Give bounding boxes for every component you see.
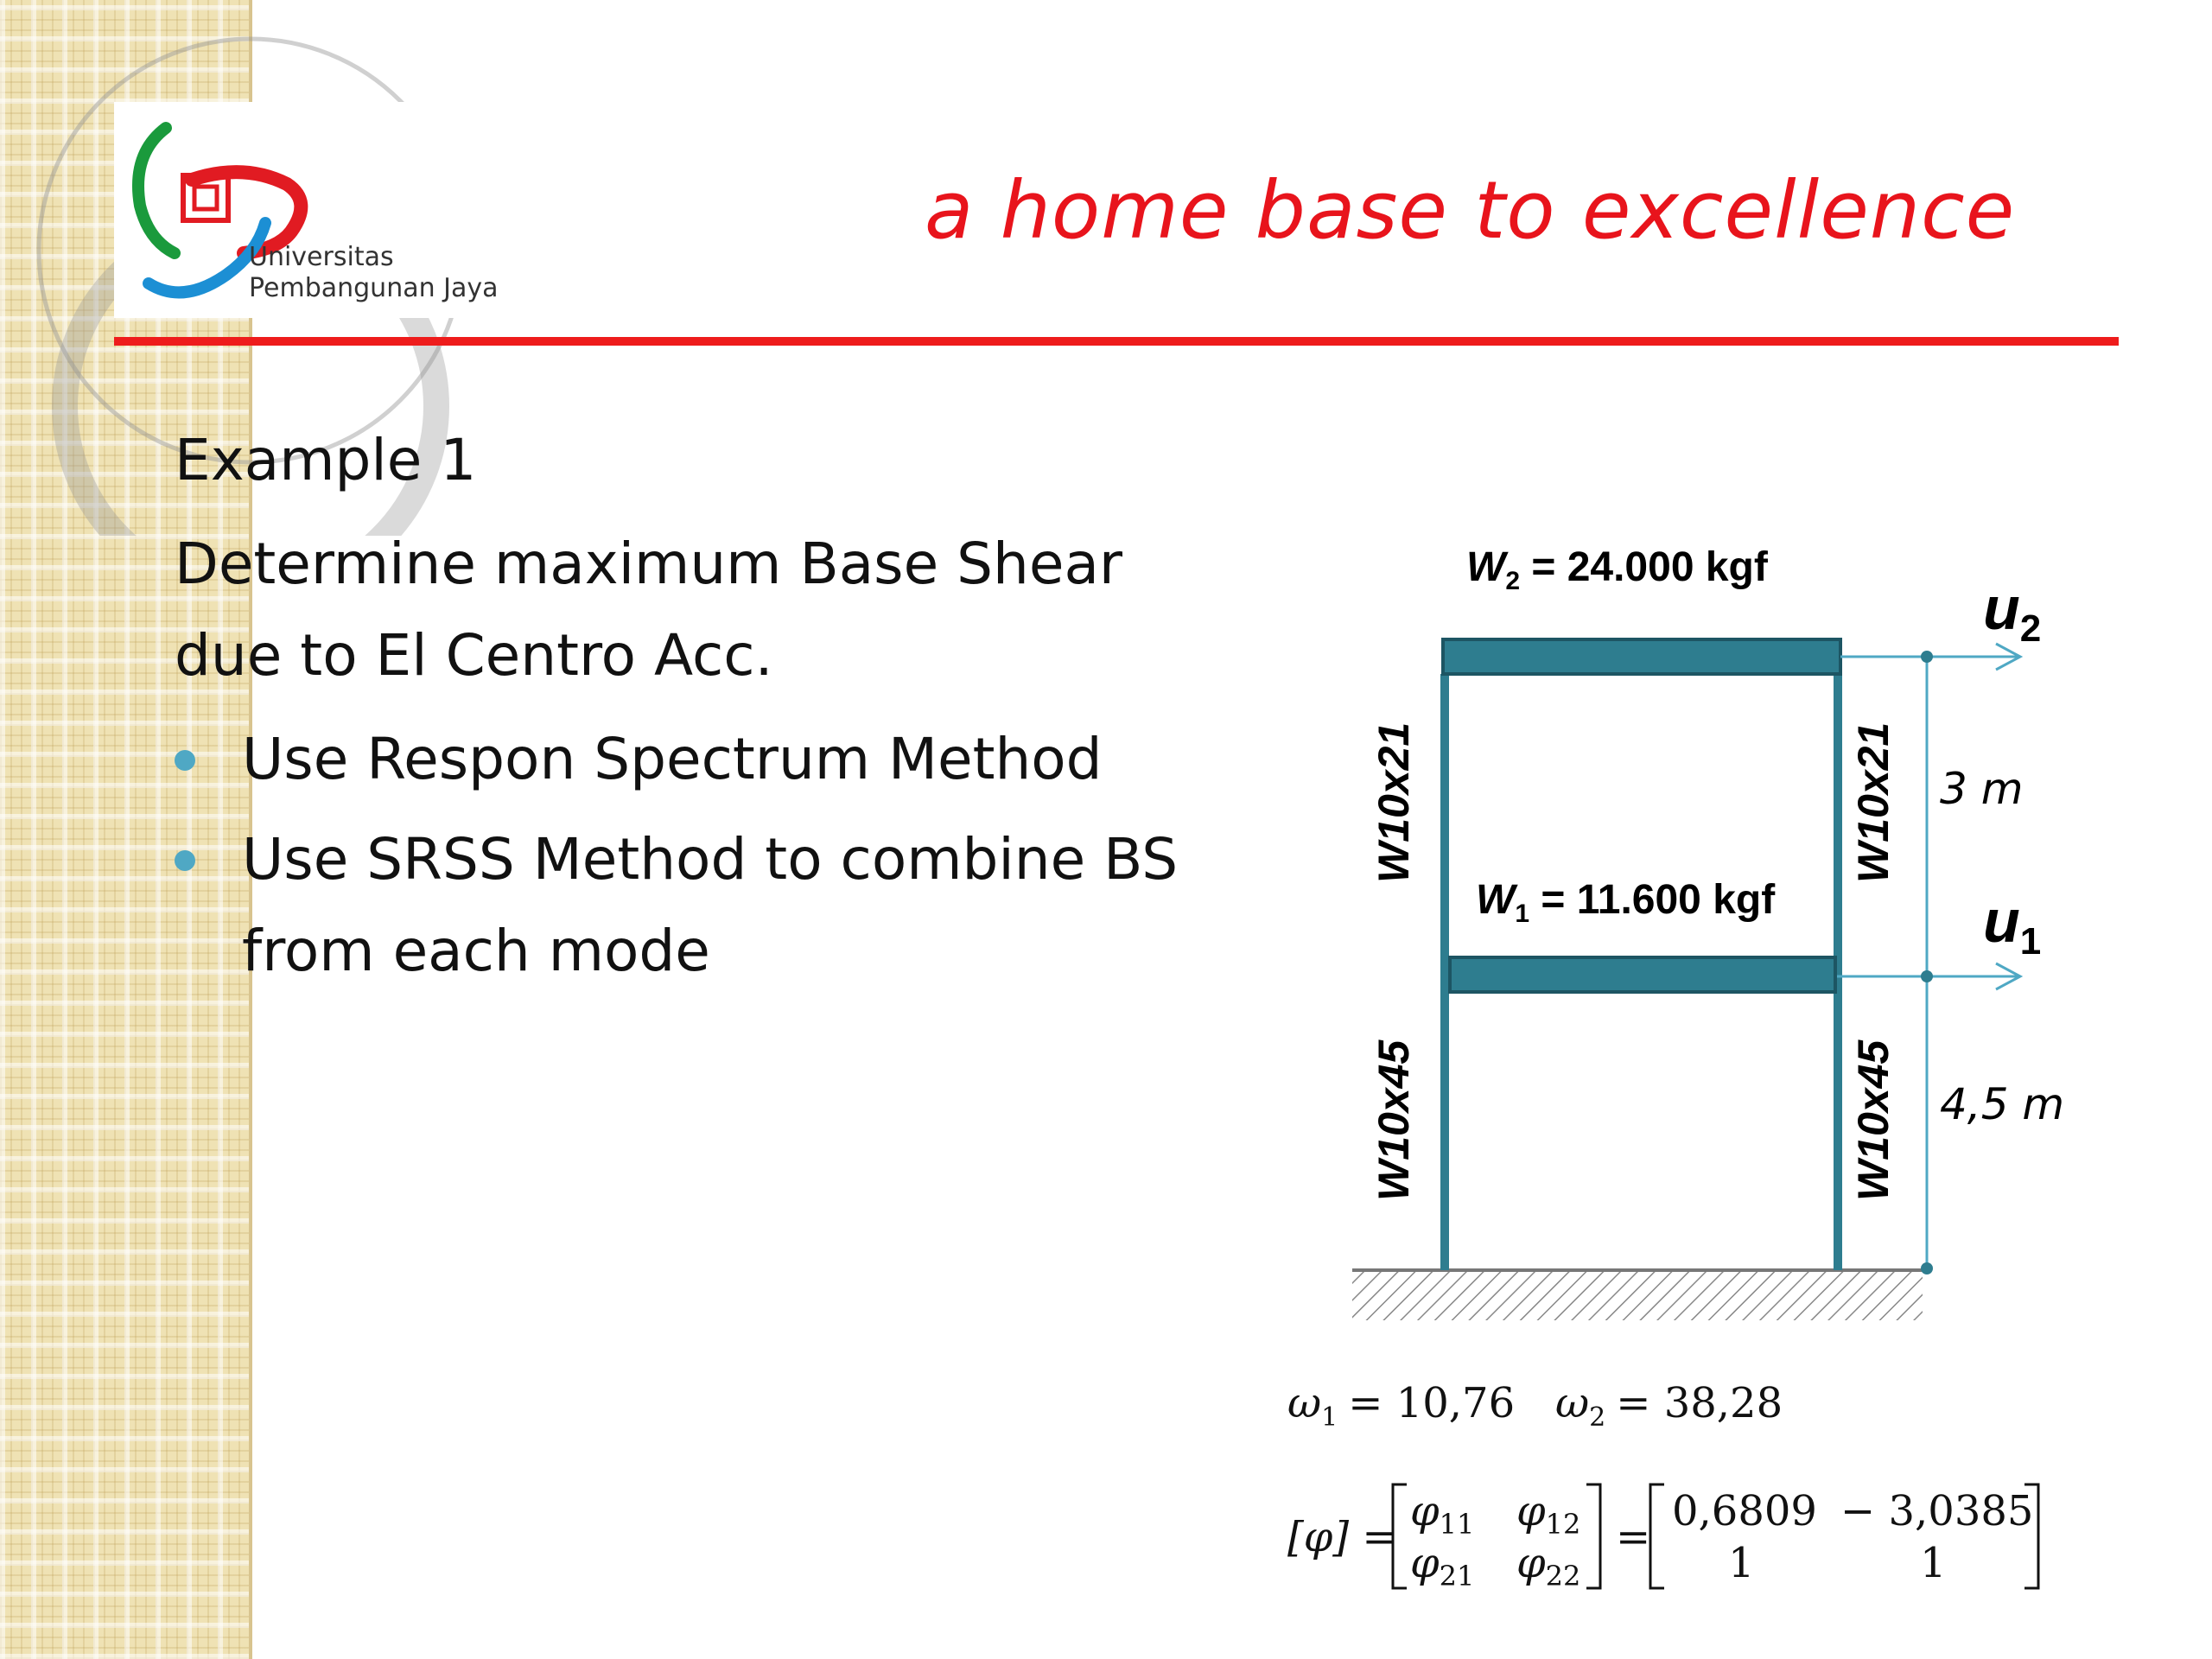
column-label-upper-right: W10x21 — [1849, 721, 1897, 883]
task-line-2: due to El Centro Acc. — [175, 622, 773, 689]
u2-label: $u_2$ — [1983, 575, 2042, 650]
phi12: $\varphi_{12}$ — [1516, 1487, 1581, 1541]
column-label-lower-left: W10x45 — [1370, 1039, 1418, 1201]
matrix-bracket-right — [1586, 1484, 1600, 1588]
value-11: 0,6809 — [1672, 1487, 1817, 1535]
phi21: $\varphi_{21}$ — [1410, 1539, 1475, 1592]
logo-line-pembangunan-jaya: Pembangunan Jaya — [249, 273, 499, 303]
omega1-equation: $\omega_1 = 10,76$ — [1287, 1379, 1516, 1433]
bullet-text: Use Respon Spectrum Method — [242, 726, 1103, 792]
w2-label: $W_2 = 24.000$ kgf — [1466, 544, 1768, 595]
phi-matrix-lhs: [φ] = — [1287, 1513, 1397, 1561]
phi22: $\varphi_{22}$ — [1516, 1539, 1581, 1592]
example-title: Example 1 — [175, 427, 477, 493]
value-22: 1 — [1920, 1539, 1947, 1587]
column-label-upper-left: W10x21 — [1370, 721, 1418, 883]
value-21: 1 — [1728, 1539, 1755, 1587]
numeric-bracket-left — [1650, 1484, 1664, 1588]
logo-line-universitas: Universitas — [249, 242, 394, 272]
bullet-text: Use SRSS Method to combine BS — [242, 826, 1179, 893]
u1-label: $u_1$ — [1983, 887, 2042, 963]
phi11: $\varphi_{11}$ — [1410, 1487, 1475, 1541]
matrix-equals: = — [1616, 1513, 1651, 1561]
column-label-lower-right: W10x45 — [1849, 1039, 1897, 1201]
w1-label: $W_1 = 11.600$ kgf — [1476, 877, 1776, 928]
value-12: − 3,0385 — [1840, 1487, 2034, 1535]
omega2-equation: $\omega_2 = 38,28$ — [1555, 1379, 1783, 1433]
bullet-text-continued: from each mode — [242, 918, 710, 984]
tagline: a home base to excellence — [925, 164, 2016, 257]
height-label-lower: 4,5 m — [1940, 1079, 2065, 1129]
height-label-upper: 3 m — [1940, 764, 2024, 814]
task-line-1: Determine maximum Base Shear — [175, 531, 1123, 597]
